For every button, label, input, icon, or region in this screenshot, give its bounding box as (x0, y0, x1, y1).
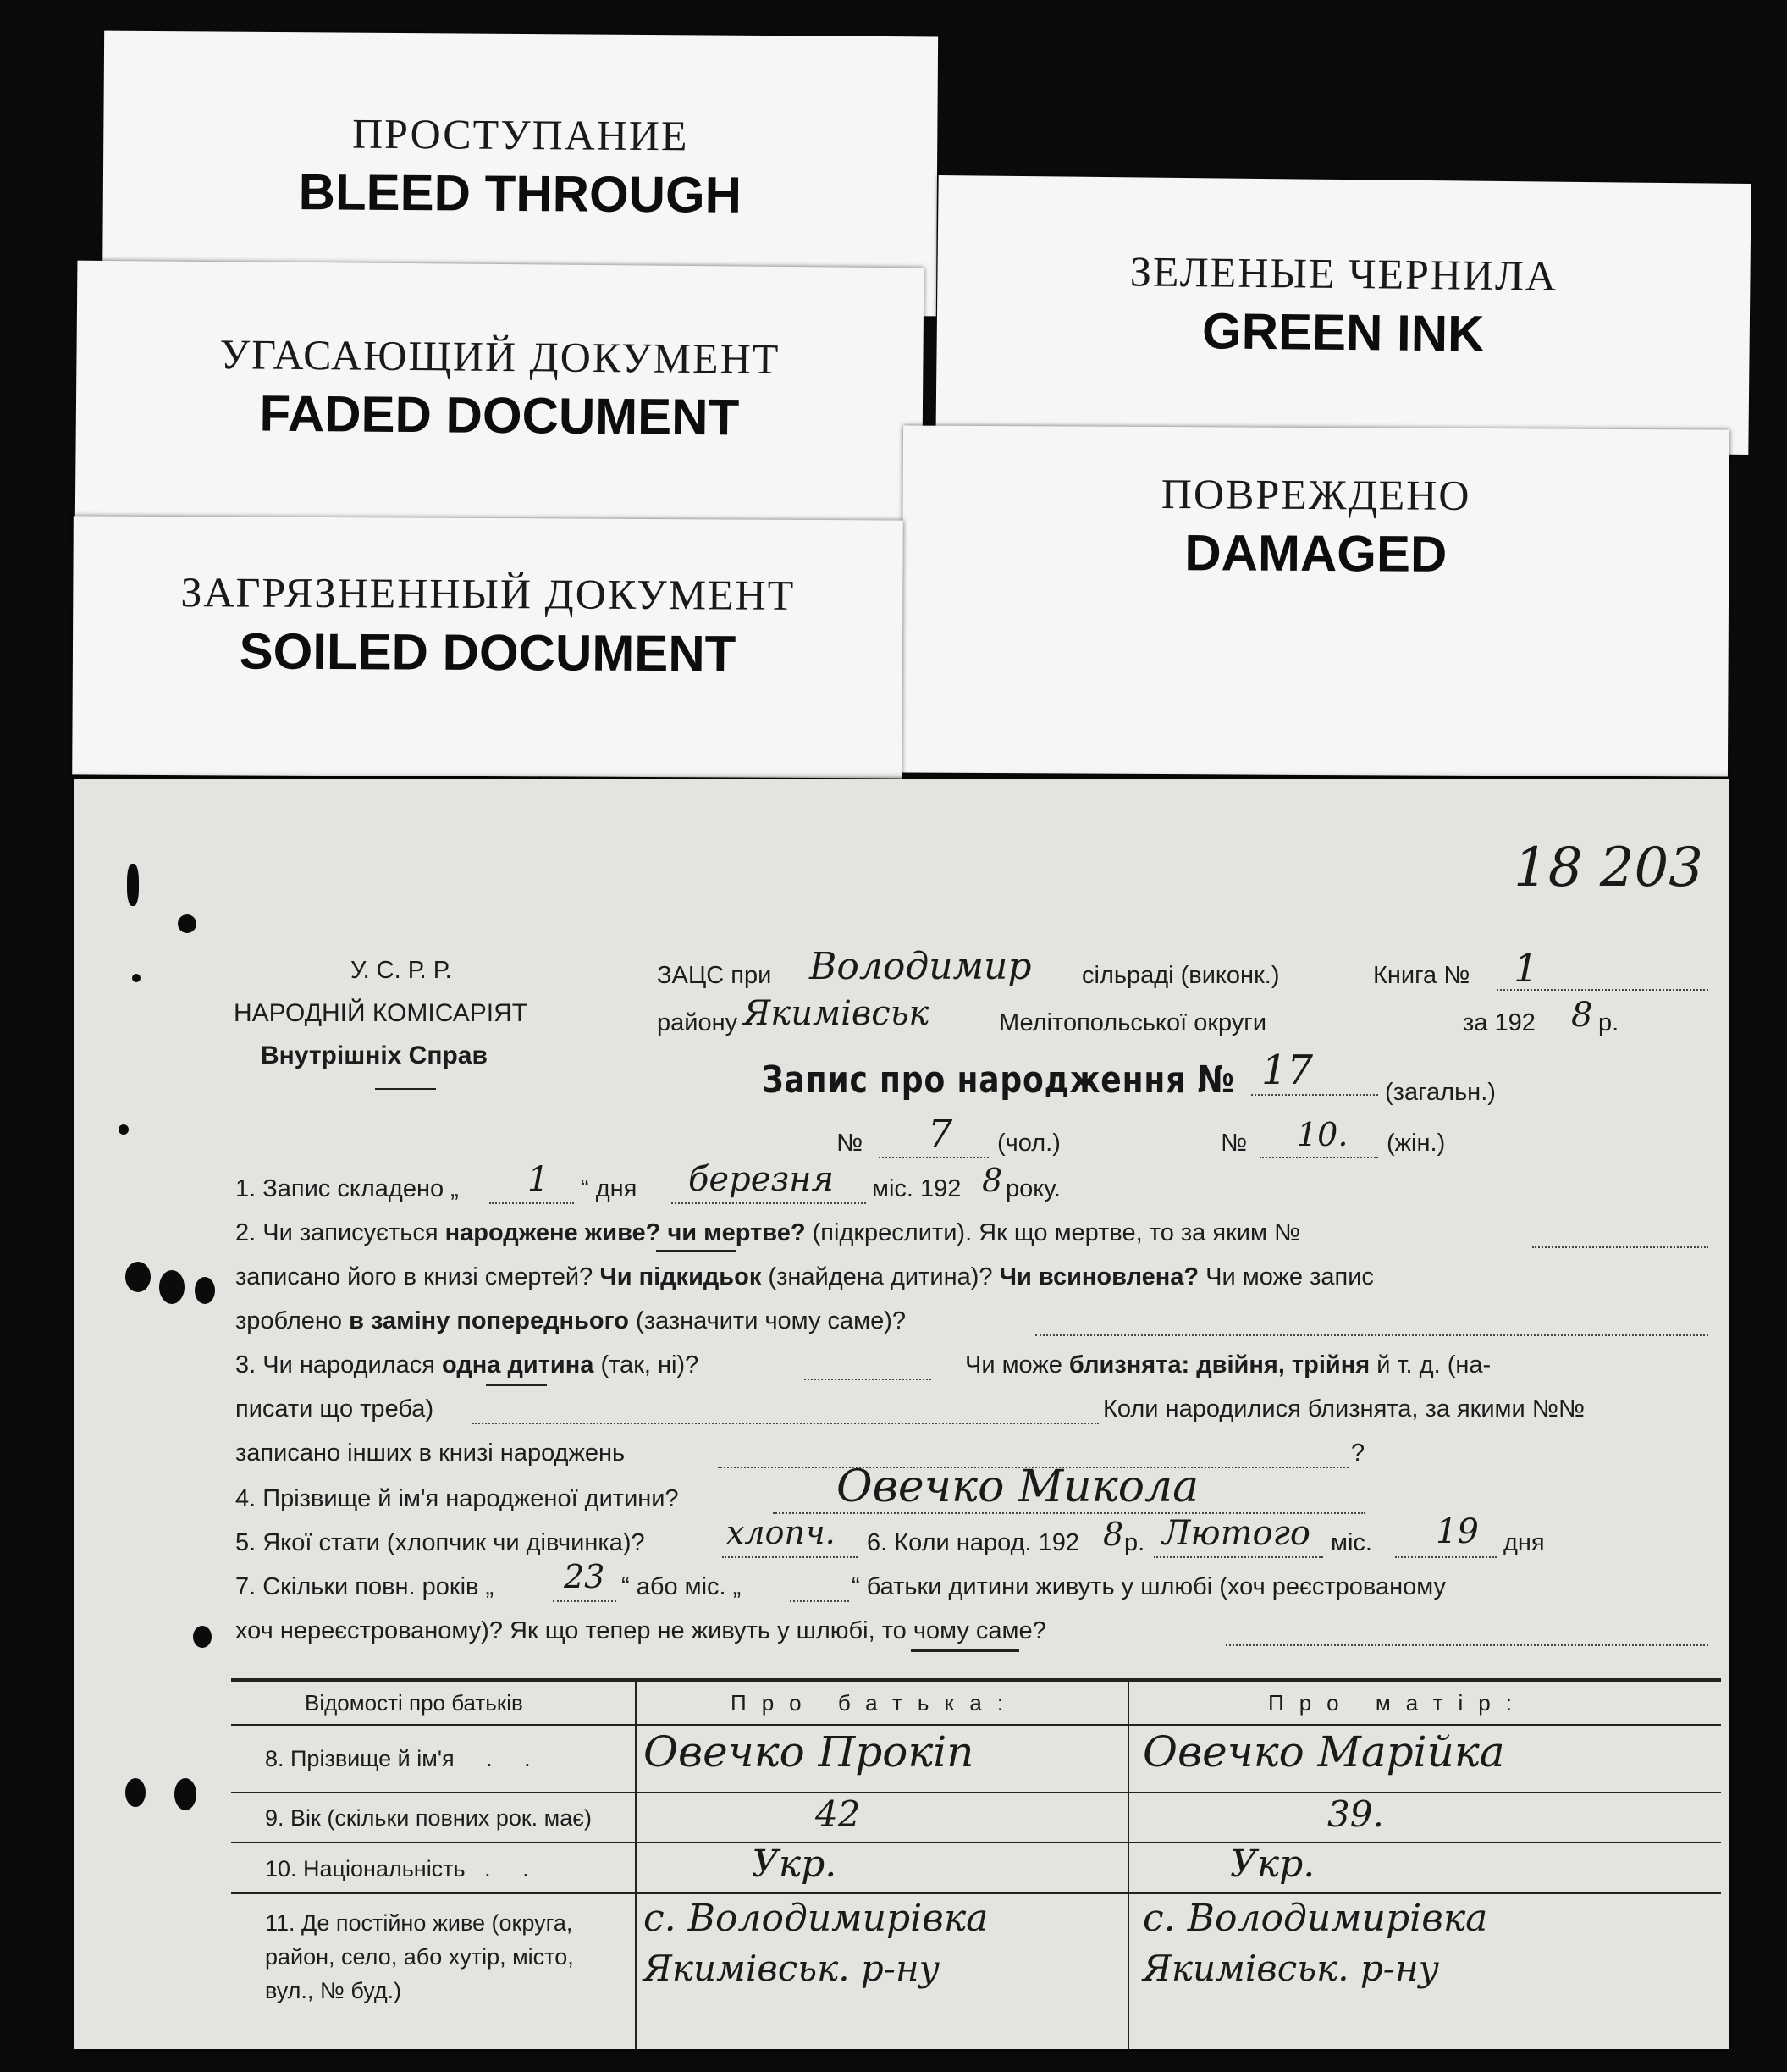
card-soiled-en: SOILED DOCUMENT (239, 622, 736, 682)
q6-year-digit: 8 (1103, 1516, 1124, 1553)
card-damaged-en: DAMAGED (1184, 524, 1448, 583)
q3-line3a: записано інших в книзі народжень (235, 1439, 626, 1467)
table-col-divider (1128, 1678, 1129, 2049)
q7-line2-fill (1226, 1644, 1708, 1646)
q1-suffix2: року. (1006, 1175, 1061, 1202)
card-bleed-ru: ПРОСТУПАНИЕ (351, 109, 689, 160)
q1-mid: “ дня (581, 1175, 637, 1202)
row-residence-label-1: 11. Де постійно живе (округа, (265, 1910, 573, 1936)
punch-hole (132, 974, 141, 982)
q7-l2-b: у шлюбі, (777, 1617, 875, 1644)
q2-l2-e: Чи може запис (1199, 1263, 1374, 1290)
card-damaged-ru: ПОВРЕЖДЕНО (1161, 470, 1471, 519)
district-prefix: району (657, 1009, 738, 1036)
q7-marriage-underline (911, 1649, 1019, 1652)
table-header-father: Про батька: (731, 1690, 1019, 1716)
table-header-mother: Про матір: (1268, 1690, 1527, 1716)
card-faded-document (75, 261, 924, 548)
row-residence-label-3: вул., № буд.) (265, 1978, 402, 2003)
record-number: 17 (1261, 1047, 1314, 1094)
zags-prefix: ЗАЦС при (657, 962, 772, 989)
male-number-line (879, 1157, 989, 1158)
q2-l3-b: в заміну попереднього (349, 1307, 629, 1334)
q3-line1-fill (804, 1379, 931, 1380)
q6-dnya: дня (1503, 1529, 1545, 1556)
q3-l1-b: одна дитина (442, 1351, 594, 1379)
card-damaged (902, 425, 1729, 776)
q1-day: 1 (527, 1160, 549, 1199)
q2-l2-d: Чи всиновлена? (999, 1263, 1200, 1290)
record-title: Запис про народження № (762, 1058, 1235, 1102)
q3-l1-c: (так, ні)? (593, 1351, 699, 1379)
q6-mis: міс. (1331, 1529, 1372, 1556)
q3-line2-fill (472, 1423, 1099, 1424)
male-label: (чол.) (997, 1130, 1061, 1157)
q2-line1-fill (1532, 1246, 1708, 1248)
q4-child-name: Овечко Микола (836, 1461, 1200, 1512)
q7-years: 23 (564, 1558, 605, 1595)
row-residence-label-2: район, село, або хутір, місто, (265, 1944, 574, 1970)
q3-l1-e: близнята: двійня, трійня (1068, 1351, 1371, 1379)
q7-line1c: “ батьки дитини живуть у шлюбі (хоч реєстрованому (852, 1573, 1446, 1600)
punch-hole (178, 914, 196, 933)
table-col-divider (635, 1678, 637, 2049)
q3-line2a: писати що треба) (235, 1395, 434, 1423)
card-bleed-en: BLEED THROUGH (298, 163, 742, 224)
header-ussr: У. С. Р. Р. (350, 957, 452, 984)
punch-hole (125, 1262, 151, 1292)
card-faded-ru: УГАСАЮЩИЙ ДОКУМЕНТ (219, 330, 780, 383)
q2-l3-a: зроблено (235, 1307, 350, 1334)
q7-l2-c: то чому саме? (874, 1617, 1046, 1644)
card-green-ink (935, 175, 1751, 455)
q3-line1b (965, 1351, 1491, 1379)
q2-l1-a: 2. Чи записується (235, 1219, 445, 1246)
q5-label: 5. Якої стати (хлопчик чи дівчинка)? (235, 1529, 645, 1556)
q1-month: березня (688, 1160, 835, 1199)
q1-year-digit: 8 (982, 1162, 1003, 1199)
female-number-line (1260, 1157, 1378, 1158)
q5-sex: хлопч. (726, 1514, 836, 1551)
q3-l1-f: й т. д. (на- (1370, 1351, 1492, 1379)
zags-suffix: сільраді (виконк.) (1082, 962, 1280, 989)
q6-day-line (1395, 1556, 1497, 1558)
header-underline (375, 1088, 436, 1090)
table-header-border (231, 1724, 1721, 1726)
punch-hole (125, 1778, 146, 1807)
q2-l2-c: (знайдена дитина)? (761, 1263, 1000, 1290)
zags-village: Володимир (809, 945, 1032, 988)
archive-number: 18 203 (1514, 837, 1703, 899)
punch-hole (193, 1626, 212, 1648)
q3-l1-d: Чи може (965, 1351, 1069, 1379)
q1-suffix1: міс. 192 (872, 1175, 962, 1202)
q2-alive-underline (656, 1250, 736, 1252)
father-name: Овечко Прокіп (643, 1727, 974, 1776)
q1-day-line (489, 1202, 574, 1204)
row-age-label: 9. Вік (скільки повних рок. має) (265, 1805, 593, 1831)
card-green-en: GREEN INK (1201, 302, 1485, 362)
table-row-border (231, 1892, 1721, 1894)
q6-month: Лютого (1162, 1514, 1310, 1553)
mother-age: 39. (1327, 1793, 1384, 1835)
q2-line3-fill (1035, 1334, 1708, 1336)
q2-line1 (235, 1219, 1300, 1247)
q3-l1-a: 3. Чи народилася (235, 1351, 443, 1379)
district-value: Якимівськ (743, 994, 929, 1033)
q7-months-line (790, 1600, 849, 1602)
father-residence-1: с. Володимирівка (643, 1897, 989, 1940)
record-number-line (1251, 1094, 1378, 1096)
q3-line1a (235, 1351, 698, 1379)
card-green-ru: ЗЕЛЕНЫЕ ЧЕРНИЛА (1129, 247, 1558, 300)
q7-line1a: 7. Скільки повн. років „ (235, 1573, 494, 1600)
male-number: 7 (928, 1111, 953, 1157)
q7-l2-a: хоч нереєстрованому)? Як що тепер не живуть (235, 1617, 778, 1644)
mother-name: Овечко Марійка (1143, 1727, 1505, 1776)
punch-hole (119, 1124, 129, 1135)
q3-line2b: Коли народилися близнята, за якими №№ (1103, 1395, 1585, 1423)
table-header-parents: Відомості про батьків (305, 1690, 523, 1716)
table-row-border (231, 1792, 1721, 1793)
q7-line2 (235, 1617, 1046, 1645)
year-suffix: р. (1598, 1009, 1619, 1036)
q6-day: 19 (1436, 1512, 1479, 1551)
header-internal-affairs: Внутрішніх Справ (261, 1042, 488, 1069)
q5-line (722, 1556, 858, 1558)
punch-hole (195, 1277, 215, 1304)
birth-record-sheet (74, 779, 1729, 2049)
q1-month-line (671, 1202, 866, 1204)
punch-hole (174, 1778, 196, 1810)
q2-line3 (235, 1307, 906, 1335)
mother-nationality: Укр. (1230, 1843, 1315, 1886)
book-number-line (1497, 989, 1708, 991)
q6-month-line (1154, 1556, 1323, 1558)
q1-prefix: 1. Запис складено „ (235, 1175, 459, 1202)
q4-label: 4. Прізвище й ім'я народженої дитини? (235, 1485, 679, 1512)
q3-line3b: ? (1351, 1439, 1365, 1467)
card-soiled-document (72, 516, 903, 778)
district-suffix: Мелітопольської округи (999, 1009, 1267, 1036)
row-nationality-label: 10. Національність . . (265, 1856, 529, 1881)
female-number: 10. (1297, 1116, 1349, 1153)
q2-l3-c: (зазначити чому саме)? (628, 1307, 906, 1334)
book-label: Книга № (1373, 962, 1470, 989)
card-faded-en: FADED DOCUMENT (259, 384, 740, 446)
row-name-label: 8. Прізвище й ім'я . . (265, 1746, 531, 1771)
year-digit: 8 (1571, 996, 1593, 1035)
q3-one-underline (486, 1384, 547, 1386)
year-prefix: за 192 (1463, 1009, 1536, 1036)
q6-label: 6. Коли народ. 192 (867, 1529, 1079, 1556)
female-num-label: № (1221, 1130, 1248, 1157)
q2-l2-a: записано його в книзі смертей? (235, 1263, 600, 1290)
father-nationality: Укр. (752, 1843, 837, 1886)
q7-years-line (553, 1600, 616, 1602)
punch-hole (127, 864, 139, 906)
q2-line2 (235, 1263, 1374, 1291)
header-commissariat: НАРОДНІЙ КОМІСАРІЯТ (234, 999, 528, 1027)
female-label: (жін.) (1387, 1130, 1446, 1157)
mother-residence-2: Якимівськ. р-ну (1143, 1948, 1440, 1989)
father-residence-2: Якимівськ. р-ну (643, 1948, 940, 1989)
q2-l2-b: Чи підкидьок (599, 1263, 762, 1290)
q6-r: р. (1124, 1529, 1145, 1556)
q2-l1-b: народжене живе? чи мертве? (444, 1219, 806, 1246)
general-label: (загальн.) (1385, 1079, 1496, 1106)
table-top-border (231, 1678, 1721, 1682)
table-row-border (231, 1842, 1721, 1843)
q7-line1b: “ або міс. „ (621, 1573, 742, 1600)
punch-hole (159, 1270, 185, 1304)
book-number: 1 (1514, 945, 1539, 991)
father-age: 42 (815, 1793, 861, 1835)
card-soiled-ru: ЗАГРЯЗНЕННЫЙ ДОКУМЕНТ (180, 568, 796, 619)
mother-residence-1: с. Володимирівка (1143, 1897, 1488, 1940)
male-num-label: № (836, 1130, 863, 1157)
q2-l1-c: (підкреслити). Як що мертве, то за яким № (805, 1219, 1301, 1246)
